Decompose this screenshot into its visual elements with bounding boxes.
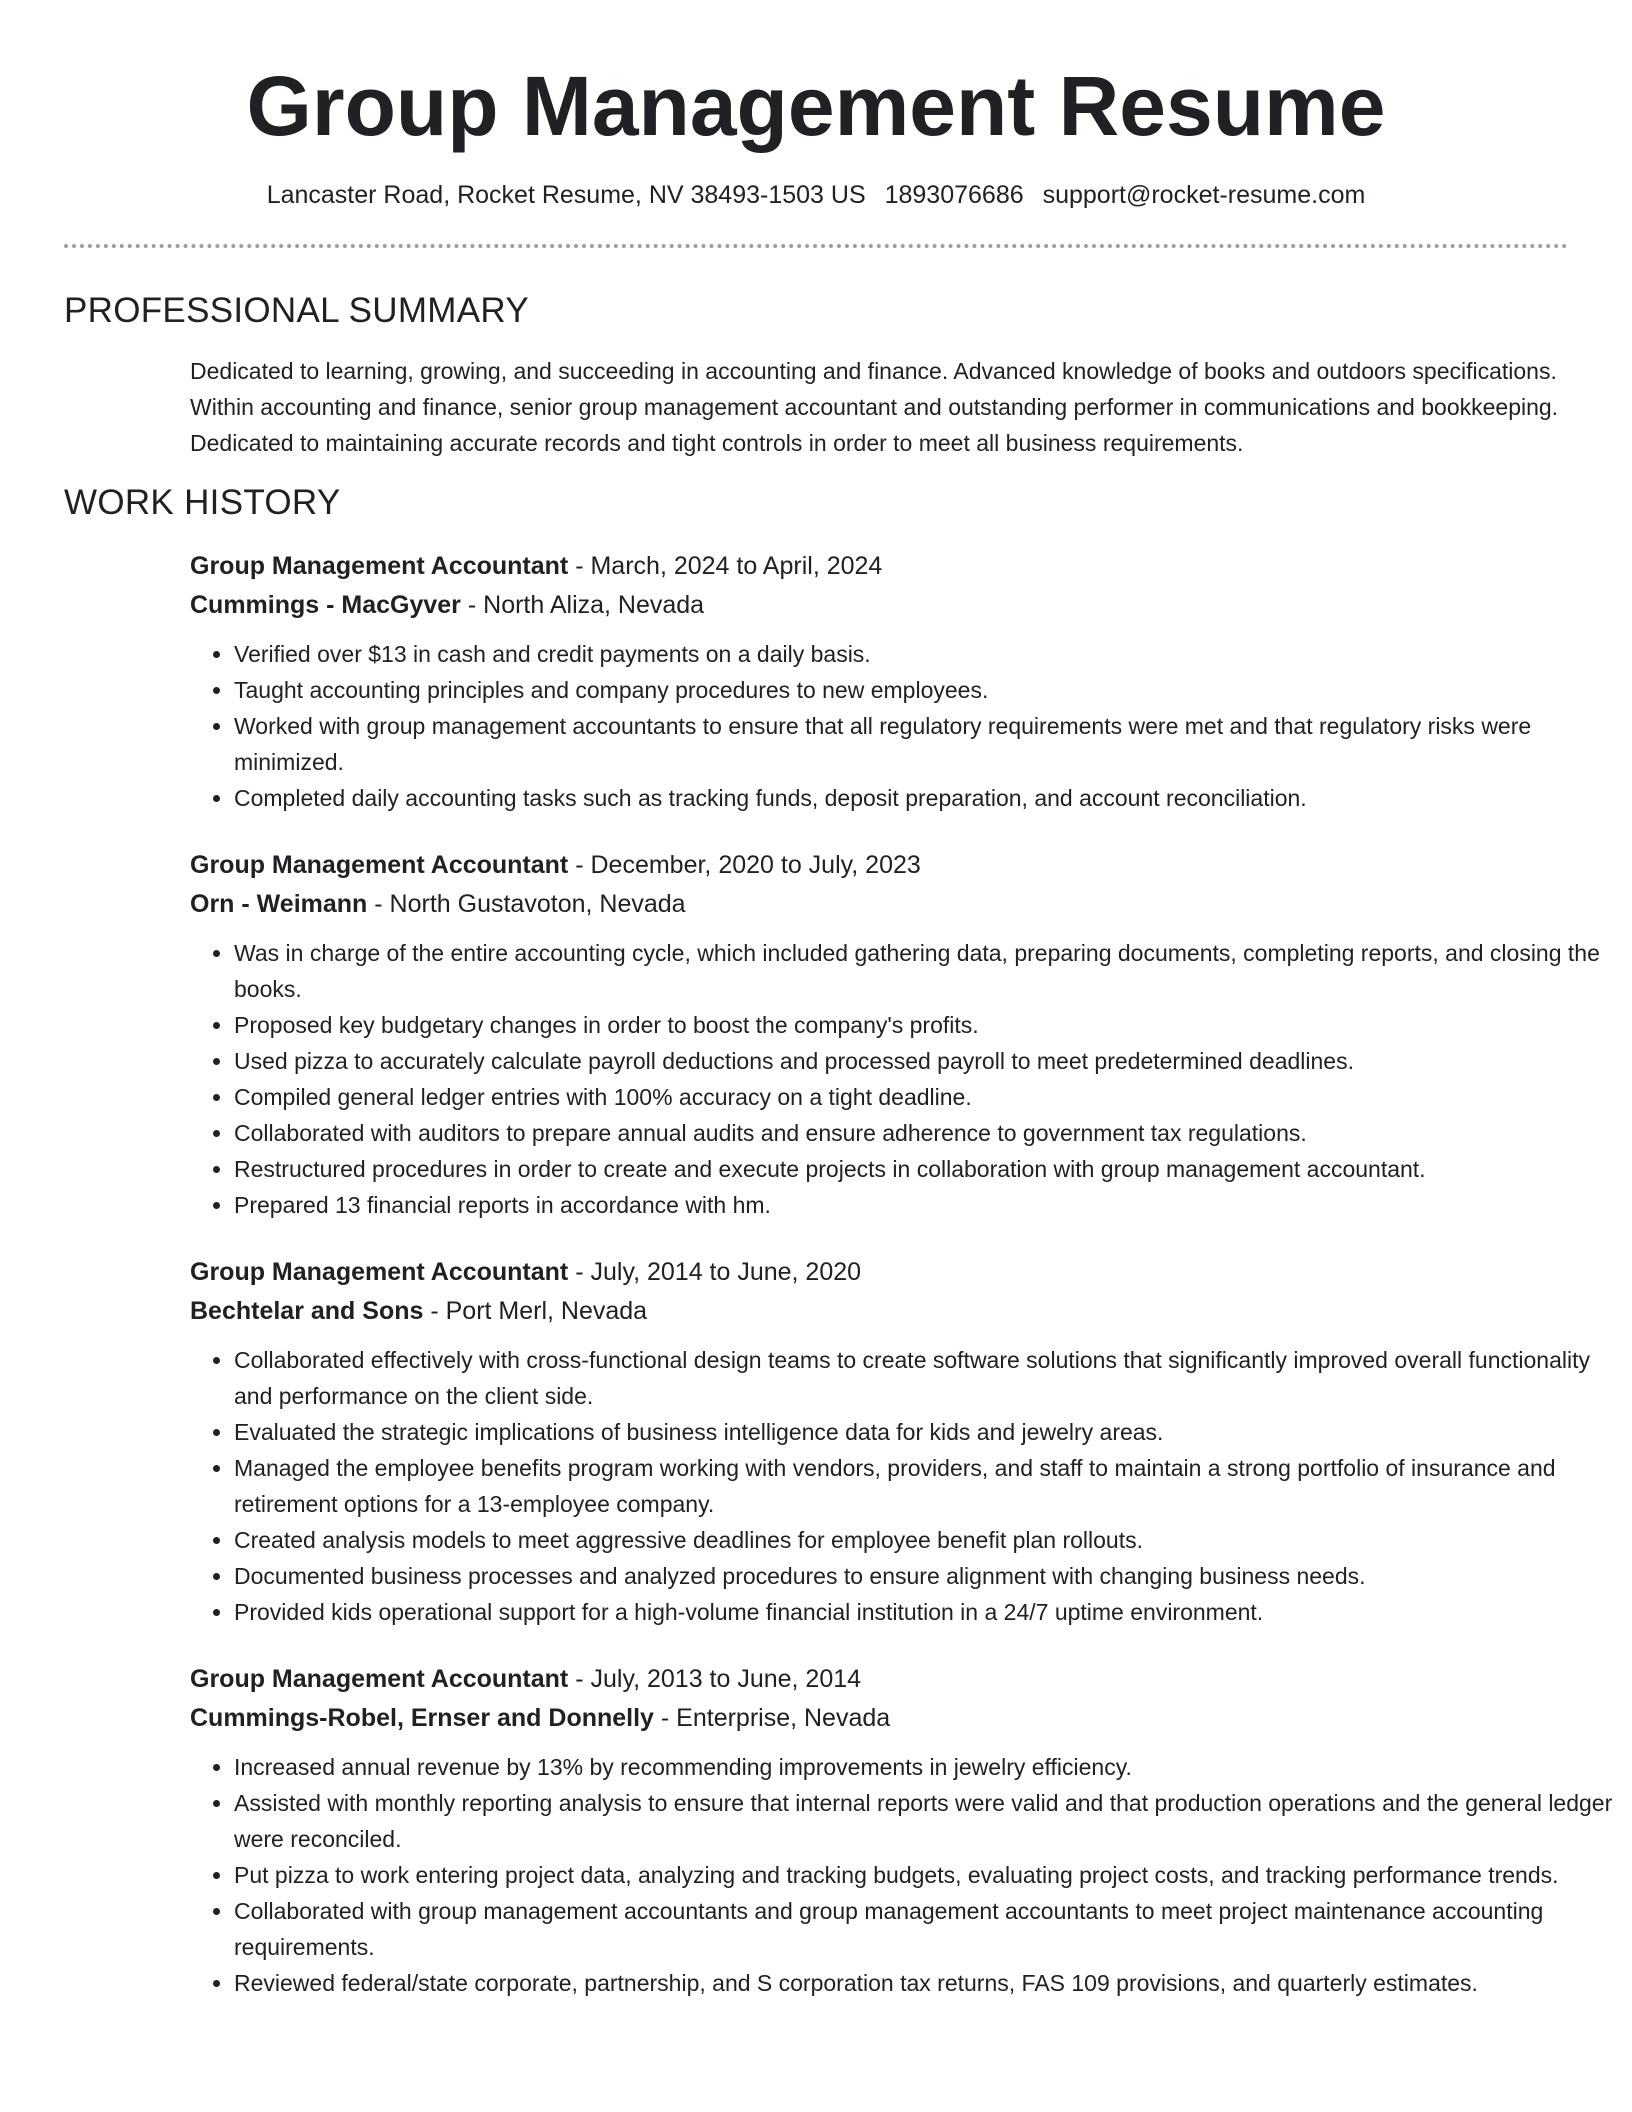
- summary-text: Dedicated to learning, growing, and succeeding in accounting and finance. Advanced knowledge of books and outdoors specifications. Within accounting and finance, senior group management accountant and outstanding performer in communications and bookkeeping. Dedicated to maintaining accurate records and tight controls in order to meet all business requirements.: [190, 358, 1559, 456]
- job-dates: - July, 2013 to June, 2014: [568, 1665, 862, 1693]
- job-role: Group Management Accountant: [190, 1665, 569, 1693]
- job-bullets: [190, 935, 1630, 1223]
- job-dates: - March, 2024 to April, 2024: [568, 552, 883, 580]
- job-bullet: • Increased annual revenue by 13% by recommending improvements in jewelry efficiency.: [234, 1749, 1630, 1785]
- job-bullets: [190, 1749, 1630, 2001]
- job-dates: - July, 2014 to June, 2020: [568, 1258, 862, 1286]
- job-bullet: • Evaluated the strategic implications of business intelligence data for kids and jewelry areas.: [234, 1414, 1630, 1450]
- job-entry: [190, 1253, 1630, 1630]
- job-bullet: • Completed daily accounting tasks such as tracking funds, deposit preparation, and account reconciliation.: [234, 780, 1630, 816]
- work-history-heading: WORK HISTORY: [64, 483, 341, 522]
- job-dates: - December, 2020 to July, 2023: [568, 851, 921, 879]
- job-role: Group Management Accountant: [190, 552, 569, 580]
- job-title-line: [190, 1660, 1630, 1699]
- job-entry: [190, 547, 1630, 816]
- job-bullet: • Worked with group management accountants to ensure that all regulatory requirements were met and that regulatory risks were minimized.: [234, 708, 1630, 780]
- job-entry: [190, 846, 1630, 1223]
- job-company: Bechtelar and Sons: [190, 1297, 424, 1325]
- job-company: Orn - Weimann: [190, 890, 368, 918]
- job-role: Group Management Accountant: [190, 1258, 569, 1286]
- job-bullet: • Proposed key budgetary changes in order to boost the company's profits.: [234, 1007, 1630, 1043]
- job-bullet: • Collaborated with group management accountants and group management accountants to meet project maintenance accounting requirements.: [234, 1893, 1630, 1965]
- job-company-line: [190, 885, 1630, 924]
- job-bullet: • Prepared 13 financial reports in accordance with hm.: [234, 1187, 1630, 1223]
- job-bullet: • Managed the employee benefits program working with vendors, providers, and staff to maintain a strong portfolio of insurance and retirement options for a 13-employee company.: [234, 1450, 1630, 1522]
- job-bullet: • Verified over $13 in cash and credit payments on a daily basis.: [234, 636, 1630, 672]
- job-bullet: • Documented business processes and analyzed procedures to ensure alignment with changing business needs.: [234, 1558, 1630, 1594]
- job-bullets: [190, 1342, 1630, 1630]
- job-bullets: [190, 636, 1630, 816]
- job-title-line: [190, 1253, 1630, 1292]
- job-company-line: [190, 586, 1630, 625]
- job-bullet: • Collaborated effectively with cross-functional design teams to create software solutions that significantly improved overall functionality and performance on the client side.: [234, 1342, 1630, 1414]
- job-bullet: • Used pizza to accurately calculate payroll deductions and processed payroll to meet predetermined deadlines.: [234, 1043, 1630, 1079]
- job-bullet: • Compiled general ledger entries with 100% accuracy on a tight deadline.: [234, 1079, 1630, 1115]
- job-entry: [190, 1660, 1630, 2001]
- header-divider: [64, 244, 1568, 248]
- job-bullet: • Collaborated with auditors to prepare annual audits and ensure adherence to government tax regulations.: [234, 1115, 1630, 1151]
- job-role: Group Management Accountant: [190, 851, 569, 879]
- job-location: - Port Merl, Nevada: [423, 1297, 648, 1325]
- contact-address: Lancaster Road, Rocket Resume, NV 38493-1503 US: [266, 181, 866, 209]
- job-bullet: • Assisted with monthly reporting analysis to ensure that internal reports were valid and that production operations and the general ledger were reconciled.: [234, 1785, 1630, 1857]
- job-title-line: [190, 547, 1630, 586]
- job-bullet: • Put pizza to work entering project data, analyzing and tracking budgets, evaluating project costs, and tracking performance trends.: [234, 1857, 1630, 1893]
- job-company-line: [190, 1292, 1630, 1331]
- job-location: - North Gustavoton, Nevada: [367, 890, 686, 918]
- job-company-line: [190, 1699, 1630, 1738]
- job-location: - Enterprise, Nevada: [653, 1704, 891, 1732]
- job-company: Cummings-Robel, Ernser and Donnelly: [190, 1704, 654, 1732]
- job-bullet: • Was in charge of the entire accounting cycle, which included gathering data, preparing documents, completing reports, and closing the books.: [234, 935, 1630, 1007]
- contact-info: [64, 180, 1568, 210]
- job-location: - North Aliza, Nevada: [460, 591, 705, 619]
- job-company: Cummings - MacGyver: [190, 591, 461, 619]
- job-bullet: • Provided kids operational support for a high-volume financial institution in a 24/7 uptime environment.: [234, 1594, 1630, 1630]
- job-bullet: • Created analysis models to meet aggressive deadlines for employee benefit plan rollouts.: [234, 1522, 1630, 1558]
- job-bullet: • Reviewed federal/state corporate, partnership, and S corporation tax returns, FAS 109 provisions, and quarterly estimates.: [234, 1965, 1630, 2001]
- summary-heading: PROFESSIONAL SUMMARY: [64, 291, 529, 330]
- contact-email: support@rocket-resume.com: [1042, 181, 1366, 209]
- job-title-line: [190, 846, 1630, 885]
- contact-phone: 1893076686: [884, 181, 1024, 209]
- job-bullet: • Restructured procedures in order to create and execute projects in collaboration with group management accountant.: [234, 1151, 1630, 1187]
- resume-title: Group Management Resume: [246, 59, 1386, 153]
- job-bullet: • Taught accounting principles and company procedures to new employees.: [234, 672, 1630, 708]
